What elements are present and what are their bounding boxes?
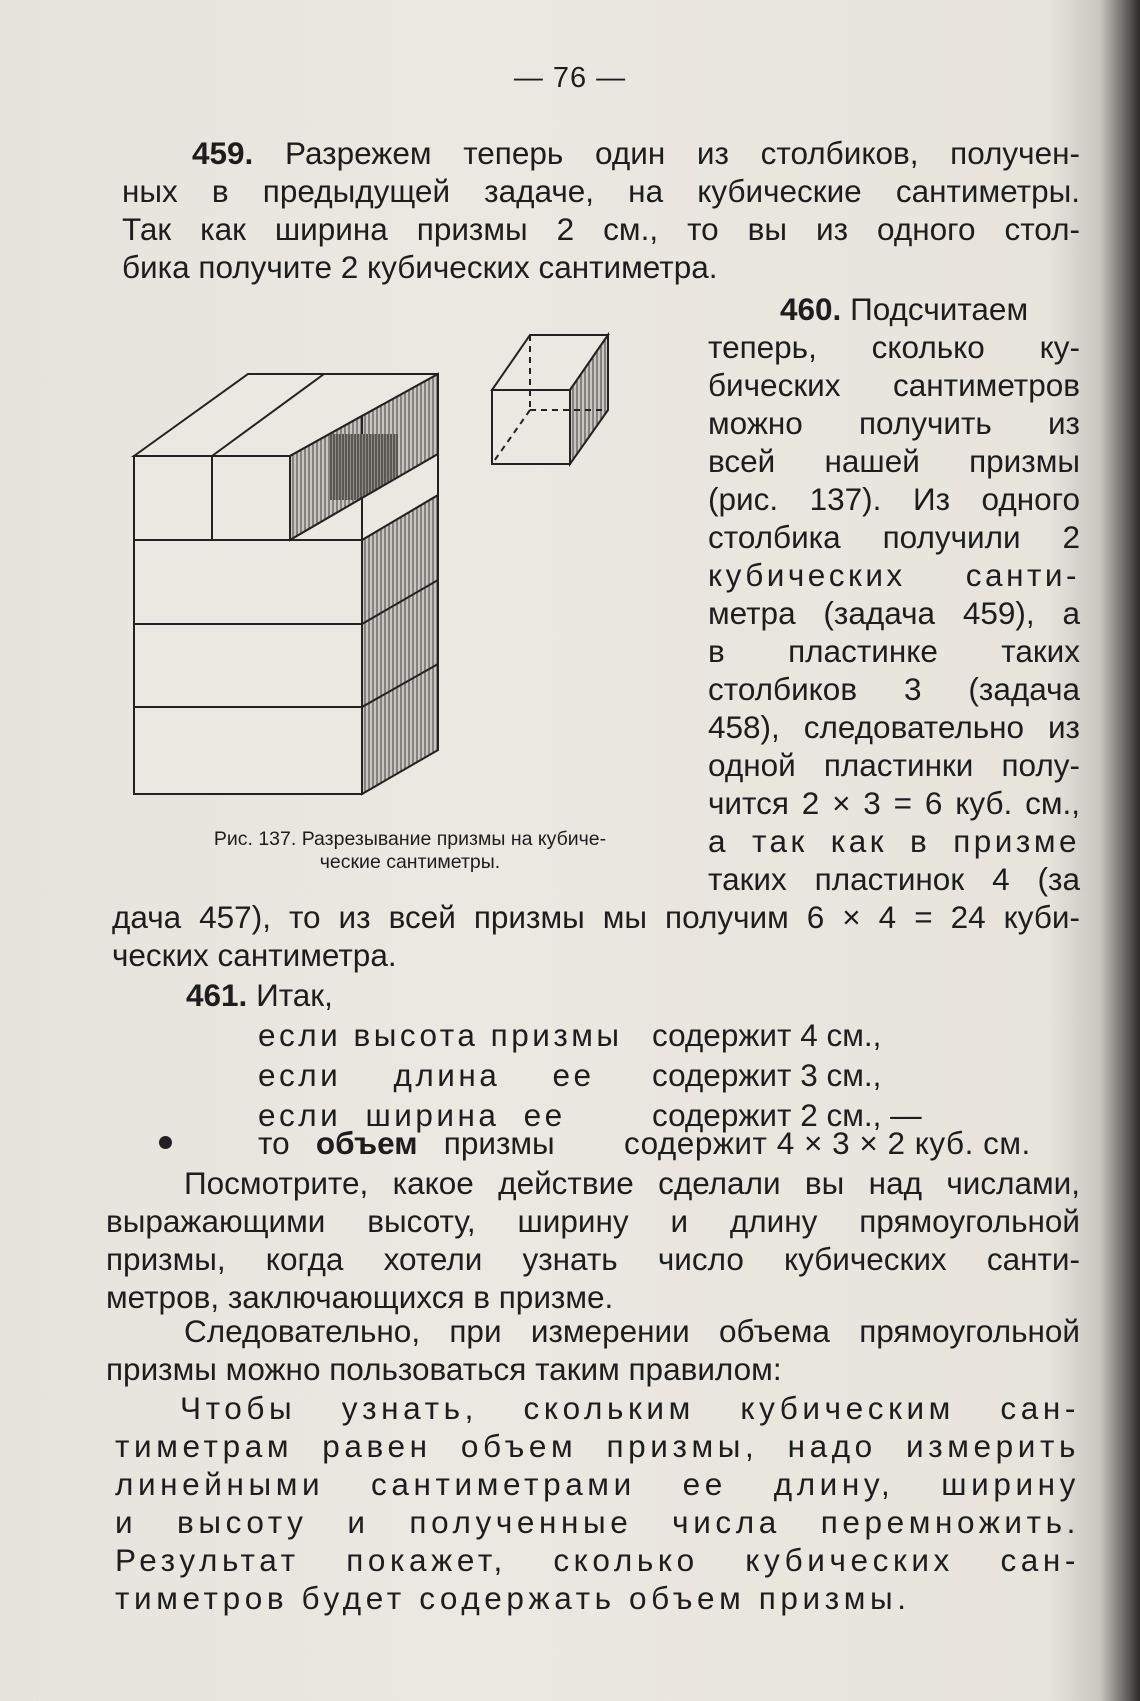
figure-caption: Рис. 137. Разрезывание призмы на кубиче- ческие сантиметры.	[213, 828, 607, 873]
p-look-line-4: метров, заключающихся в призме.	[106, 1279, 614, 1315]
p461-row-3-right: содержит 2 см., —	[652, 1097, 922, 1133]
rule-line-5: Результат покажет, сколько кубических сан-	[115, 1542, 1080, 1578]
p460-line-7: столбика получили 2	[708, 519, 1080, 555]
p-hence-line-1: Следовательно, при измерении объема прямоугольной	[184, 1313, 1080, 1349]
p460-line-11: столбиков 3 (задача	[708, 671, 1080, 707]
p-look-line-2: выражающими высоту, ширину и длину прямоугольной	[106, 1203, 1080, 1239]
p461-row-1-right: содержит 4 см.,	[652, 1017, 882, 1053]
rule-line-6: тиметров будет содержать объем призмы.	[115, 1580, 911, 1616]
p461-row-3-left: если ширина ее	[258, 1097, 566, 1133]
p460-line-17: дача 457), то из всей призмы мы получим 6 × 4 = 24 куби-	[112, 899, 1080, 935]
p460-line-13: одной пластинки полу-	[708, 747, 1080, 783]
rule-line-3: линейными сантиметрами ее длину, ширину	[115, 1466, 1080, 1502]
rule-line-1: Чтобы узнать, скольким кубическим сан-	[180, 1390, 1080, 1426]
p459-line-3: Так как ширина призмы 2 см., то вы из одного стол-	[122, 211, 1080, 247]
p460-line-6: (рис. 137). Из одного	[708, 481, 1080, 517]
ink-dot	[159, 1136, 172, 1149]
p460-line-4: можно получить из	[708, 405, 1080, 441]
p460-line-8: кубических санти-	[708, 557, 1080, 593]
p461-row-1-left: если высота призмы	[258, 1017, 623, 1053]
rule-line-4: и высоту и полученные числа перемножить.	[115, 1504, 1080, 1540]
p460-line-18: ческих сантиметра.	[112, 937, 397, 973]
p460-line-5: всей нашей призмы	[708, 443, 1080, 479]
p460-number: 460.	[780, 291, 842, 327]
rule-line-2: тиметрам равен объем призмы, надо измерить	[115, 1428, 1080, 1464]
p461-number: 461.	[186, 977, 248, 1013]
p-hence-line-2: призмы можно пользоваться таким правилом:	[106, 1351, 782, 1387]
p460-line-10: в пластинке таких	[708, 633, 1080, 669]
p459-line-2: ных в предыдущей задаче, на кубические сантиметры.	[122, 173, 1080, 209]
page-number: — 76 —	[513, 62, 627, 94]
p459-line-1: 459. Разрежем теперь один из столбиков, получен-	[192, 135, 1080, 171]
p-look-line-1: Посмотрите, какое действие сделали вы над числами,	[184, 1165, 1080, 1201]
p460-line-15: а так как в призме	[708, 823, 1080, 859]
p460-line-12: 458), следовательно из	[708, 709, 1080, 745]
p460-line-16: таких пластинок 4 (за	[708, 861, 1080, 897]
p459-line-4: бика получите 2 кубических сантиметра.	[122, 249, 718, 285]
p461-row-2-left: если длина ее	[258, 1057, 595, 1093]
p461-row-4-left: то объем призмы	[258, 1125, 555, 1161]
p460-line-9: метра (задача 459), а	[708, 595, 1080, 631]
p460-line-14: чится 2 × 3 = 6 куб. см.,	[708, 785, 1080, 821]
p-look-line-3: призмы, когда хотели узнать число кубических санти-	[106, 1241, 1080, 1277]
p461-row-4-right: содержит 4 × 3 × 2 куб. см.	[624, 1125, 1031, 1161]
p460-line-1: 460. Подсчитаем	[780, 291, 1029, 327]
p461-line-intro: 461. Итак,	[186, 977, 333, 1013]
p460-line-3: бических сантиметров	[708, 367, 1080, 403]
p459-number: 459.	[192, 135, 254, 171]
figure-137-prism	[120, 330, 680, 830]
p460-line-2: теперь, сколько ку-	[708, 329, 1080, 365]
p461-row-2-right: содержит 3 см.,	[652, 1057, 882, 1093]
